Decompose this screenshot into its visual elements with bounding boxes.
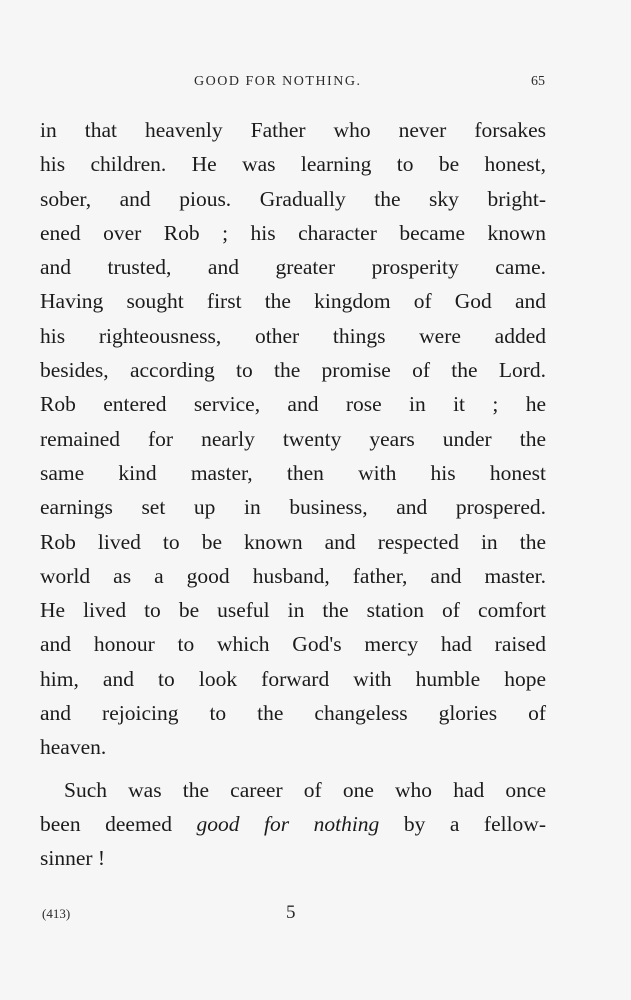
text-line: Such was the career of one who had once [64,777,546,802]
italic-phrase: good for nothing [196,811,380,836]
page-footer [0,902,631,926]
text-line: his children. He was learning to be honest, [40,152,546,177]
text-line: Rob lived to be known and respected in the [40,529,546,554]
text-line: Having sought first the kingdom of God and [40,289,546,314]
text-line: heaven. [40,735,107,760]
paragraph-gap [40,765,546,773]
text-segment: by a fellow- [379,811,546,836]
text-line: and honour to which God's mercy had raised [40,632,546,657]
text-line: and rejoicing to the changeless glories of [40,701,546,726]
text-line: world as a good husband, father, and master. [40,563,546,588]
text-line: his righteousness, other things were added [40,323,546,348]
page-number: 65 [531,74,545,89]
signature-mark: 5 [286,902,296,923]
signature-code: (413) [42,906,71,921]
text-line: sinner ! [40,846,106,871]
text-segment: been deemed [40,811,197,836]
text-line-with-italic [40,807,546,841]
running-title: GOOD FOR NOTHING. [194,74,362,89]
page-header [0,74,631,96]
text-line: He lived to be useful in the station of comfort [40,598,546,623]
text-line: him, and to look forward with humble hope [40,666,546,691]
text-line: ened over Rob ; his character became known [40,220,546,245]
text-line: Rob entered service, and rose in it ; he [40,392,546,417]
text-line: earnings set up in business, and prospered. [40,495,546,520]
text-line: in that heavenly Father who never forsakes [40,118,546,142]
text-line: remained for nearly twenty years under the [40,426,546,451]
text-line: sober, and pious. Gradually the sky bright- [40,186,546,211]
text-line: same kind master, then with his honest [40,460,546,485]
text-line: and trusted, and greater prosperity came. [40,255,546,280]
body-text [40,113,546,876]
text-line: besides, according to the promise of the Lord. [40,358,546,383]
